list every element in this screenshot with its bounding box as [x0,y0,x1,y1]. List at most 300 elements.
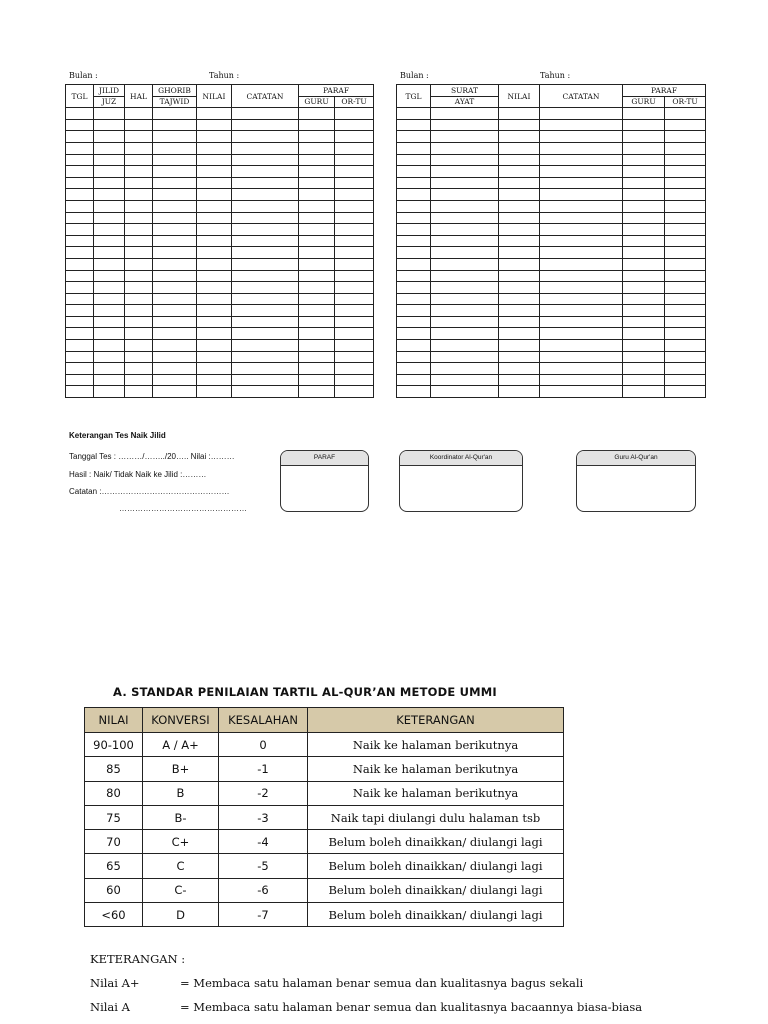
log-cell [540,258,623,270]
log-cell [153,305,197,317]
keterangan-tes-title: Keterangan Tes Naik Jilid [69,431,166,440]
cell-kesalahan: -6 [219,878,308,902]
log-cell [623,351,665,363]
log-cell [623,166,665,178]
log-cell [299,374,335,386]
log-cell [623,224,665,236]
log-row [397,386,706,398]
log-cell [66,177,94,189]
log-cell [397,108,431,120]
log-cell [232,224,299,236]
log-cell [397,386,431,398]
log-cell [125,282,153,294]
log-cell [499,293,540,305]
log-cell [232,363,299,375]
log-cell [335,177,374,189]
log-cell [665,108,706,120]
log-cell [66,386,94,398]
log-cell [197,235,232,247]
table-row [85,733,564,757]
log-row [66,189,374,201]
log-cell [623,154,665,166]
log-cell [397,131,431,143]
log-cell [66,351,94,363]
log-cell [153,166,197,178]
log-cell [66,282,94,294]
log-cell [335,374,374,386]
log-cell [431,131,499,143]
log-cell [623,119,665,131]
log-cell [623,247,665,259]
log-cell [397,374,431,386]
log-row [66,386,374,398]
log-cell [125,247,153,259]
log-row [66,212,374,224]
cell-nilai: 90-100 [85,733,143,757]
log-cell [397,316,431,328]
paraf-box-label: PARAF [281,451,368,466]
log-cell [397,258,431,270]
log-row [66,328,374,340]
log-cell [153,293,197,305]
log-cell [66,131,94,143]
log-cell [299,270,335,282]
log-cell [397,328,431,340]
log-cell [665,258,706,270]
log-cell [153,363,197,375]
log-row [397,212,706,224]
right-header-nilai: NILAI [499,85,540,108]
right-header-ortu: OR-TU [665,96,706,108]
log-cell [66,108,94,120]
catatan-line: Catatan :………………………………………… [69,487,230,496]
log-cell [335,282,374,294]
cell-konversi: C- [143,878,219,902]
log-cell [499,351,540,363]
log-cell [232,189,299,201]
log-cell [431,166,499,178]
log-cell [540,212,623,224]
log-cell [397,351,431,363]
log-cell [431,154,499,166]
log-cell [431,363,499,375]
header-nilai: NILAI [85,708,143,733]
log-cell [623,363,665,375]
log-cell [94,108,125,120]
log-cell [125,328,153,340]
log-cell [335,316,374,328]
paraf-signature-box [280,450,369,512]
log-cell [197,154,232,166]
log-cell [335,142,374,154]
log-cell [335,212,374,224]
log-cell [125,177,153,189]
log-cell [66,224,94,236]
catatan-line-2: ………………………………………… [119,504,247,513]
log-cell [66,200,94,212]
log-cell [125,374,153,386]
log-cell [499,305,540,317]
log-cell [299,131,335,143]
log-cell [499,200,540,212]
right-header-ayat: AYAT [431,96,499,108]
hasil-line: Hasil : Naik/ Tidak Naik ke Jilid :……… [69,470,207,479]
table-row [85,781,564,805]
log-cell [623,328,665,340]
log-cell [299,166,335,178]
log-cell [335,305,374,317]
log-cell [335,386,374,398]
log-cell [540,142,623,154]
log-cell [197,119,232,131]
footer-title: KETERANGAN : [90,952,186,966]
log-cell [540,316,623,328]
log-cell [299,351,335,363]
log-row [397,119,706,131]
cell-konversi: B+ [143,757,219,781]
log-row [397,166,706,178]
log-cell [66,340,94,352]
cell-keterangan: Naik ke halaman berikutnya [308,781,564,805]
log-cell [197,189,232,201]
log-cell [153,212,197,224]
koordinator-box-label: Koordinator Al-Qur'an [400,451,522,466]
right-header-guru: GURU [623,96,665,108]
log-cell [335,247,374,259]
log-cell [125,363,153,375]
cell-kesalahan: 0 [219,733,308,757]
log-cell [431,328,499,340]
log-cell [299,386,335,398]
log-cell [232,108,299,120]
log-cell [623,340,665,352]
log-row [66,258,374,270]
log-cell [431,177,499,189]
log-cell [431,305,499,317]
log-cell [232,386,299,398]
log-cell [431,212,499,224]
log-row [66,224,374,236]
log-cell [153,224,197,236]
log-cell [335,351,374,363]
log-cell [197,212,232,224]
log-cell [665,177,706,189]
log-cell [197,328,232,340]
footer-item-key: Nilai A [90,1000,130,1014]
log-cell [540,386,623,398]
cell-keterangan: Naik ke halaman berikutnya [308,757,564,781]
log-cell [499,386,540,398]
log-cell [299,282,335,294]
log-cell [125,270,153,282]
table-row [85,854,564,878]
log-row [397,293,706,305]
log-cell [299,340,335,352]
log-cell [66,305,94,317]
log-cell [499,270,540,282]
log-cell [125,212,153,224]
log-cell [94,212,125,224]
log-cell [153,270,197,282]
log-cell [197,247,232,259]
left-header-ghorib: GHORIB [153,85,197,97]
log-cell [335,258,374,270]
log-cell [66,235,94,247]
log-cell [431,293,499,305]
log-cell [540,270,623,282]
left-log-table [65,84,374,398]
log-cell [232,142,299,154]
log-cell [94,270,125,282]
log-row [397,258,706,270]
log-cell [335,200,374,212]
log-cell [94,386,125,398]
log-cell [540,328,623,340]
log-cell [197,363,232,375]
log-row [397,154,706,166]
left-tahun-label: Tahun : [209,71,240,80]
log-cell [499,142,540,154]
log-cell [66,270,94,282]
log-cell [232,282,299,294]
cell-konversi: C [143,854,219,878]
log-row [66,270,374,282]
log-cell [335,340,374,352]
log-cell [499,328,540,340]
log-cell [153,108,197,120]
log-cell [94,374,125,386]
log-cell [431,108,499,120]
cell-kesalahan: -4 [219,830,308,854]
log-cell [665,316,706,328]
left-header-tgl: TGL [66,85,94,108]
right-header-paraf: PARAF [623,85,706,97]
cell-konversi: B [143,781,219,805]
right-header-surat: SURAT [431,85,499,97]
log-row [66,177,374,189]
log-cell [431,340,499,352]
log-cell [397,282,431,294]
cell-konversi: C+ [143,830,219,854]
log-cell [623,131,665,143]
log-cell [125,142,153,154]
log-cell [623,305,665,317]
log-cell [153,351,197,363]
log-cell [623,189,665,201]
log-cell [665,363,706,375]
log-cell [540,363,623,375]
log-cell [153,386,197,398]
log-cell [335,189,374,201]
log-cell [299,212,335,224]
guru-box-label: Guru Al-Qur'an [577,451,695,466]
log-cell [94,351,125,363]
log-cell [665,328,706,340]
log-cell [125,200,153,212]
log-row [66,293,374,305]
log-cell [153,328,197,340]
log-cell [197,200,232,212]
log-cell [153,200,197,212]
log-row [397,340,706,352]
table-row [85,805,564,829]
log-cell [623,200,665,212]
log-cell [540,189,623,201]
log-cell [397,305,431,317]
footer-item-key: Nilai A+ [90,976,140,990]
log-cell [540,108,623,120]
log-row [66,282,374,294]
log-cell [623,258,665,270]
log-cell [125,258,153,270]
log-cell [66,142,94,154]
log-cell [125,293,153,305]
cell-nilai: 80 [85,781,143,805]
log-cell [623,270,665,282]
log-cell [397,154,431,166]
log-cell [431,351,499,363]
log-row [397,282,706,294]
log-cell [499,340,540,352]
log-cell [431,200,499,212]
log-cell [397,177,431,189]
log-cell [232,247,299,259]
log-cell [499,363,540,375]
log-cell [623,293,665,305]
log-cell [665,282,706,294]
log-cell [665,340,706,352]
log-cell [232,131,299,143]
log-cell [299,293,335,305]
log-cell [499,154,540,166]
log-cell [125,154,153,166]
log-cell [197,177,232,189]
log-cell [94,166,125,178]
log-cell [540,305,623,317]
log-cell [540,131,623,143]
log-cell [232,351,299,363]
log-cell [232,316,299,328]
log-cell [665,154,706,166]
log-cell [125,108,153,120]
log-cell [431,119,499,131]
log-cell [397,224,431,236]
log-row [66,142,374,154]
log-cell [665,119,706,131]
log-cell [540,374,623,386]
log-cell [197,224,232,236]
log-row [66,305,374,317]
log-cell [431,247,499,259]
log-cell [665,142,706,154]
log-cell [499,119,540,131]
header-keterangan: KETERANGAN [308,708,564,733]
left-header-ortu: OR-TU [335,96,374,108]
log-cell [665,386,706,398]
footer-item [90,1000,642,1014]
log-cell [335,293,374,305]
log-cell [431,224,499,236]
cell-nilai: 85 [85,757,143,781]
cell-keterangan: Belum boleh dinaikkan/ diulangi lagi [308,854,564,878]
log-cell [94,305,125,317]
log-cell [499,166,540,178]
log-row [66,108,374,120]
log-cell [499,235,540,247]
log-cell [335,270,374,282]
log-cell [623,212,665,224]
table-row [85,757,564,781]
log-cell [397,293,431,305]
cell-nilai: <60 [85,903,143,927]
table-row [85,878,564,902]
log-cell [66,119,94,131]
log-row [66,131,374,143]
log-cell [397,363,431,375]
table-row [85,830,564,854]
log-cell [197,142,232,154]
log-cell [94,235,125,247]
left-header-nilai: NILAI [197,85,232,108]
log-cell [397,212,431,224]
log-cell [153,189,197,201]
log-cell [431,316,499,328]
log-row [66,166,374,178]
log-cell [623,316,665,328]
log-cell [153,131,197,143]
log-cell [299,142,335,154]
log-cell [66,247,94,259]
log-cell [232,374,299,386]
log-cell [66,258,94,270]
log-row [66,363,374,375]
log-cell [125,131,153,143]
log-cell [397,189,431,201]
log-cell [197,270,232,282]
log-cell [540,282,623,294]
cell-nilai: 60 [85,878,143,902]
guru-signature-box [576,450,696,512]
log-cell [125,386,153,398]
left-header-catatan: CATATAN [232,85,299,108]
cell-nilai: 65 [85,854,143,878]
log-cell [397,166,431,178]
log-cell [197,108,232,120]
log-cell [665,305,706,317]
log-cell [197,351,232,363]
log-row [397,224,706,236]
log-row [66,340,374,352]
log-cell [665,166,706,178]
log-cell [623,282,665,294]
cell-keterangan: Belum boleh dinaikkan/ diulangi lagi [308,903,564,927]
log-cell [623,177,665,189]
log-cell [197,305,232,317]
log-cell [665,200,706,212]
left-header-jilid: JILID [94,85,125,97]
log-row [66,247,374,259]
right-tahun-label: Tahun : [540,71,571,80]
log-cell [299,258,335,270]
log-cell [431,142,499,154]
log-cell [540,119,623,131]
log-cell [153,282,197,294]
right-header-tgl: TGL [397,85,431,108]
log-cell [125,305,153,317]
log-cell [623,235,665,247]
log-cell [397,247,431,259]
log-cell [299,200,335,212]
